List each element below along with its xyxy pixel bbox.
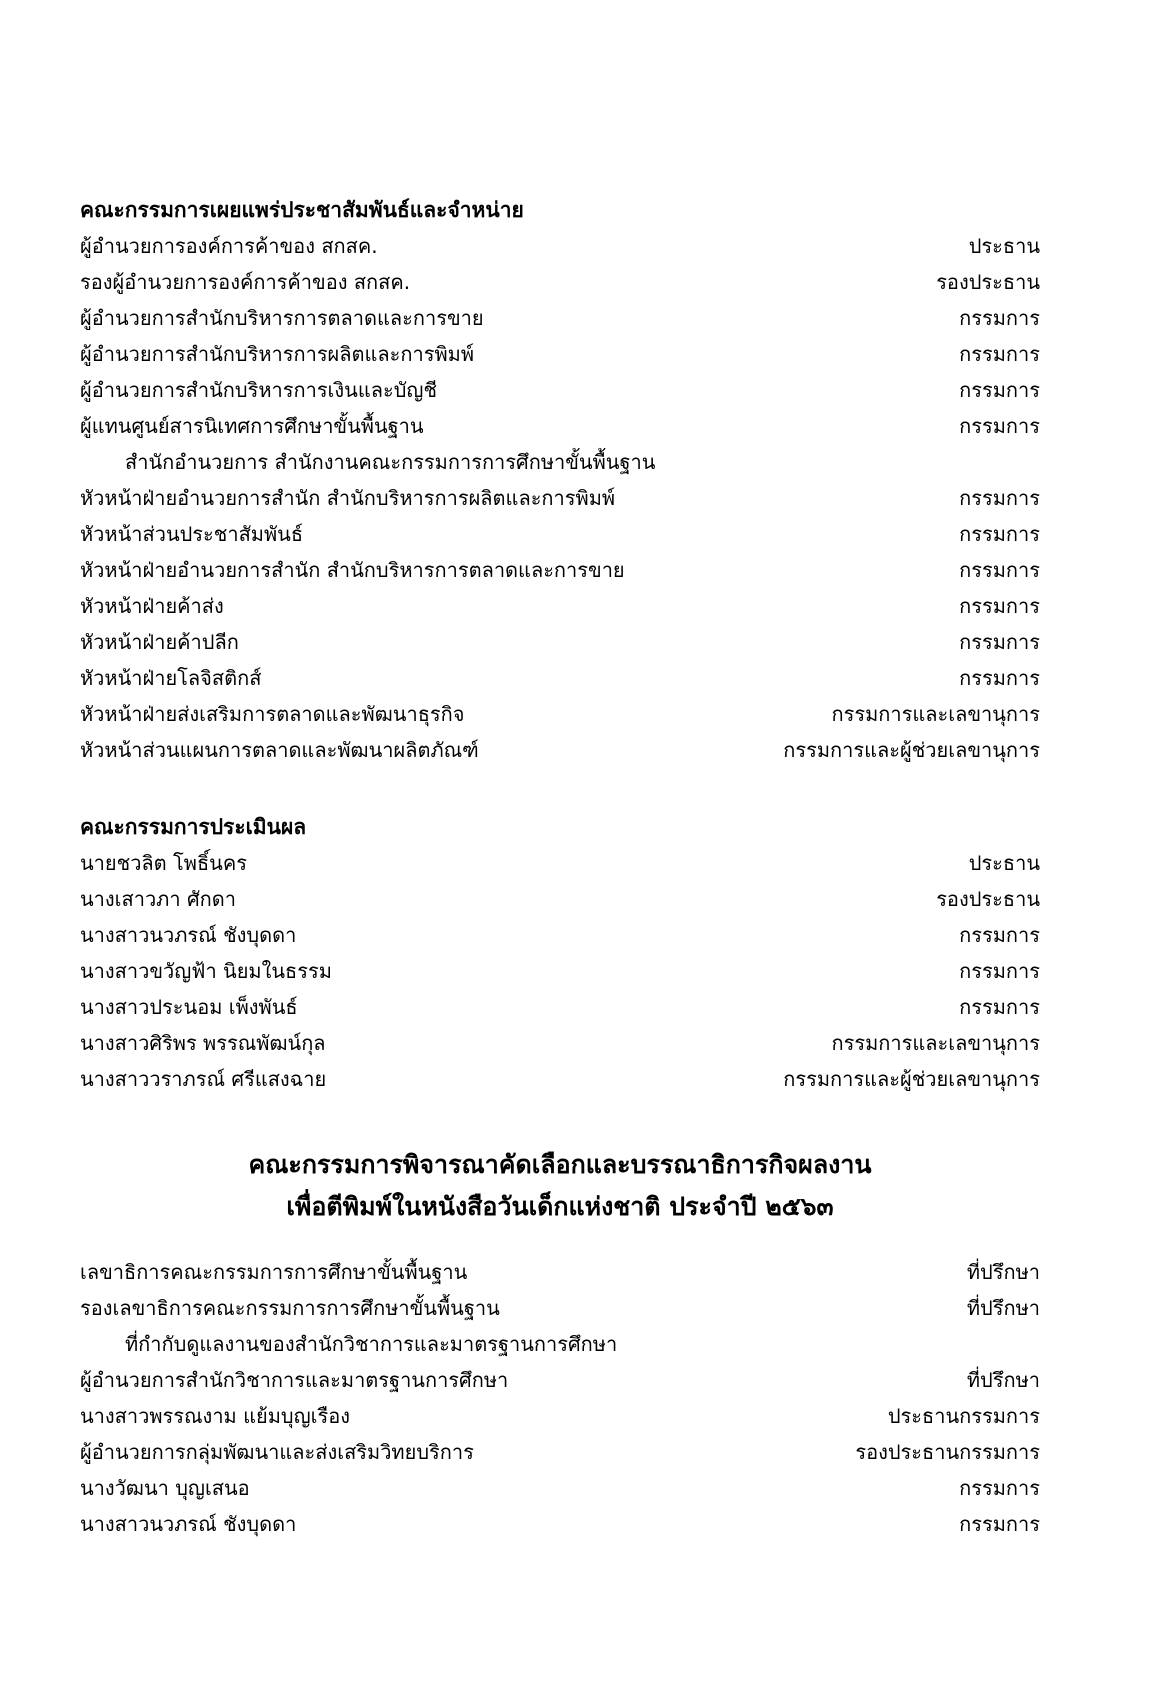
list-item <box>80 660 1040 696</box>
list-item <box>80 372 1040 408</box>
member-name: นางสาวประนอม เพ็งพันธ์ <box>80 995 298 1019</box>
member-name: เลขาธิการคณะกรรมการการศึกษาขั้นพื้นฐาน <box>80 1260 468 1284</box>
member-name: ผู้อำนวยการสำนักบริหารการเงินและบัญชี <box>80 378 438 402</box>
list-item <box>80 881 1040 917</box>
member-name: หัวหน้าฝ่ายค้าส่ง <box>80 594 224 618</box>
member-role: กรรมการและผู้ช่วยเลขานุการ <box>783 1067 1040 1091</box>
list-item-continuation <box>80 444 1040 480</box>
list-item <box>80 1290 1040 1326</box>
member-name: รองเลขาธิการคณะกรรมการการศึกษาขั้นพื้นฐาน <box>80 1296 500 1320</box>
member-name: นายชวลิต โพธิ์นคร <box>80 851 247 875</box>
member-role: กรรมการ <box>959 306 1040 330</box>
member-role: กรรมการ <box>959 959 1040 983</box>
member-role: ประธาน <box>968 234 1040 258</box>
member-name: นางเสาวภา ศักดา <box>80 887 236 911</box>
list-item <box>80 917 1040 953</box>
member-name: นางสาวนวภรณ์ ชังบุดดา <box>80 923 297 947</box>
member-role: กรรมการ <box>959 630 1040 654</box>
pr-committee-heading: คณะกรรมการเผยแพร่ประชาสัมพันธ์และจำหน่าย <box>80 198 524 222</box>
member-role: กรรมการและเลขานุการ <box>831 1031 1040 1055</box>
member-name: นางวัฒนา บุญเสนอ <box>80 1476 250 1500</box>
list-item <box>80 989 1040 1025</box>
member-name: หัวหน้าฝ่ายส่งเสริมการตลาดและพัฒนาธุรกิจ <box>80 702 465 726</box>
list-item <box>80 552 1040 588</box>
member-name: ผู้อำนวยการสำนักบริหารการตลาดและการขาย <box>80 306 484 330</box>
member-name: ผู้แทนศูนย์สารนิเทศการศึกษาขั้นพื้นฐาน <box>80 414 424 438</box>
member-role: ที่ปรึกษา <box>966 1368 1040 1392</box>
member-role: ประธาน <box>968 851 1040 875</box>
list-item <box>80 1398 1040 1434</box>
list-item <box>80 845 1040 881</box>
list-item <box>80 408 1040 444</box>
member-role: รองประธาน <box>936 887 1040 911</box>
list-item <box>80 624 1040 660</box>
list-item <box>80 1025 1040 1061</box>
member-role: กรรมการ <box>959 522 1040 546</box>
list-item <box>80 228 1040 264</box>
member-role: กรรมการ <box>959 486 1040 510</box>
member-role: กรรมการ <box>959 666 1040 690</box>
member-name: หัวหน้าฝ่ายอำนวยการสำนัก สำนักบริหารการผลิตและการพิมพ์ <box>80 486 616 510</box>
member-name: หัวหน้าฝ่ายอำนวยการสำนัก สำนักบริหารการตลาดและการขาย <box>80 558 625 582</box>
list-item <box>80 1434 1040 1470</box>
list-item <box>80 300 1040 336</box>
member-name: ผู้อำนวยการกลุ่มพัฒนาและส่งเสริมวิทยบริการ <box>80 1440 474 1464</box>
member-role: กรรมการ <box>959 378 1040 402</box>
list-item <box>80 696 1040 732</box>
member-name: หัวหน้าฝ่ายโลจิสติกส์ <box>80 666 262 690</box>
select-committee-title-line1: คณะกรรมการพิจารณาคัดเลือกและบรรณาธิการกิจผลงาน <box>248 1150 872 1179</box>
member-name-continuation: สำนักอำนวยการ สำนักงานคณะกรรมการการศึกษาขั้นพื้นฐาน <box>125 450 656 474</box>
list-item <box>80 264 1040 300</box>
list-item <box>80 516 1040 552</box>
member-name: นางสาวนวภรณ์ ชังบุดดา <box>80 1512 297 1536</box>
list-item <box>80 1061 1040 1097</box>
member-role: รองประธานกรรมการ <box>855 1440 1040 1464</box>
list-item-continuation <box>80 1326 1040 1362</box>
eval-committee-heading: คณะกรรมการประเมินผล <box>80 815 307 839</box>
member-role: กรรมการ <box>959 923 1040 947</box>
member-role: กรรมการและผู้ช่วยเลขานุการ <box>783 738 1040 762</box>
member-name: นางสาวขวัญฟ้า นิยมในธรรม <box>80 959 332 983</box>
member-role: กรรมการ <box>959 1512 1040 1536</box>
list-item <box>80 953 1040 989</box>
member-name: นางสาวพรรณงาม แย้มบุญเรือง <box>80 1404 350 1428</box>
select-committee-title-line2: เพื่อตีพิมพ์ในหนังสือวันเด็กแห่งชาติ ประจำปี ๒๕๖๓ <box>286 1192 834 1221</box>
list-item <box>80 480 1040 516</box>
member-name: ผู้อำนวยการองค์การค้าของ สกสค. <box>80 234 378 258</box>
member-name: หัวหน้าส่วนแผนการตลาดและพัฒนาผลิตภัณฑ์ <box>80 738 479 762</box>
member-role: ประธานกรรมการ <box>887 1404 1040 1428</box>
eval-committee-section <box>80 809 1040 1097</box>
member-name: นางสาววราภรณ์ ศรีแสงฉาย <box>80 1067 327 1091</box>
list-item <box>80 336 1040 372</box>
member-role: กรรมการและเลขานุการ <box>831 702 1040 726</box>
member-name: รองผู้อำนวยการองค์การค้าของ สกสค. <box>80 270 411 294</box>
list-item <box>80 1506 1040 1542</box>
list-item <box>80 1470 1040 1506</box>
list-item <box>80 588 1040 624</box>
member-role: กรรมการ <box>959 995 1040 1019</box>
member-name: นางสาวศิริพร พรรณพัฒน์กุล <box>80 1031 326 1055</box>
member-role: กรรมการ <box>959 1476 1040 1500</box>
list-item <box>80 732 1040 768</box>
member-name: หัวหน้าฝ่ายค้าปลีก <box>80 630 239 654</box>
member-name: ผู้อำนวยการสำนักวิชาการและมาตรฐานการศึกษา <box>80 1368 509 1392</box>
member-role: กรรมการ <box>959 342 1040 366</box>
member-role: ที่ปรึกษา <box>966 1296 1040 1320</box>
pr-committee-section <box>80 192 1040 768</box>
member-role: ที่ปรึกษา <box>966 1260 1040 1284</box>
member-name: หัวหน้าส่วนประชาสัมพันธ์ <box>80 522 304 546</box>
select-committee-section <box>80 1254 1040 1542</box>
list-item <box>80 1362 1040 1398</box>
member-role: รองประธาน <box>936 270 1040 294</box>
member-role: กรรมการ <box>959 594 1040 618</box>
member-role: กรรมการ <box>959 558 1040 582</box>
member-role: กรรมการ <box>959 414 1040 438</box>
list-item <box>80 1254 1040 1290</box>
member-name: ผู้อำนวยการสำนักบริหารการผลิตและการพิมพ์ <box>80 342 475 366</box>
member-name-continuation: ที่กำกับดูแลงานของสำนักวิชาการและมาตรฐานการศึกษา <box>125 1332 618 1356</box>
